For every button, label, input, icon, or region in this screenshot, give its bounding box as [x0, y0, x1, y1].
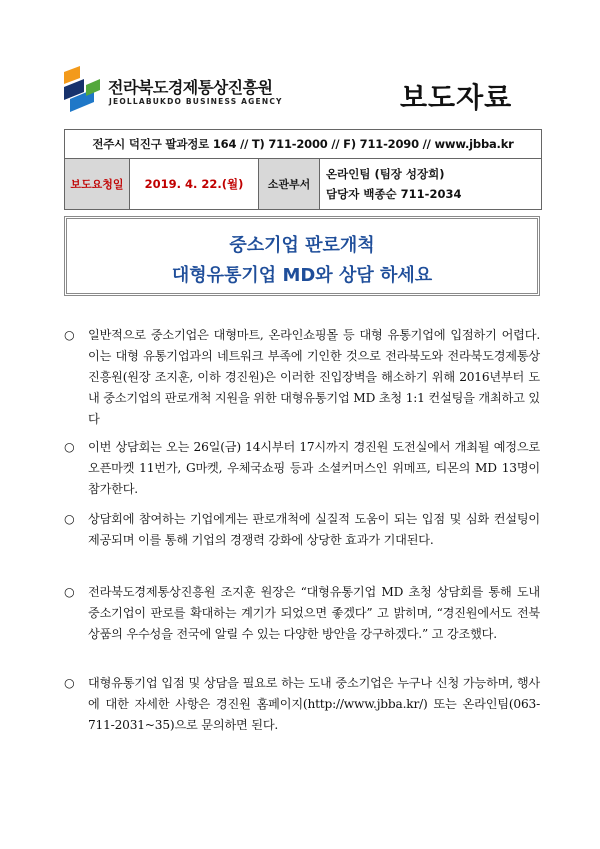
paragraph-text: 대형유통기업 입점 및 상담을 필요로 하는 도내 중소기업은 누구나 신청 가능하며, 행사에 대한 자세한 사항은 경진원 홈페이지(http://www.jbba.kr/) 또는 온라인팀(063-711-2031~35)으로 문의하면 된다. — [88, 676, 540, 732]
org-name: 전라북도경제통상진흥원 — [108, 78, 273, 97]
bullet-circle-icon: ○ — [64, 676, 75, 690]
org-subtitle: JEOLLABUKDO BUSINESS AGENCY — [109, 97, 283, 106]
department-manager: 담당자 백종순 711-2034 — [326, 187, 462, 201]
bullet-circle-icon: ○ — [64, 585, 75, 599]
department-label: 소관부서 — [259, 159, 320, 210]
body-paragraph-2 — [64, 437, 540, 500]
org-logo — [64, 66, 324, 114]
request-date-label: 보도요청일 — [65, 159, 130, 210]
contact-address: 전주시 덕진구 팔과정로 164 // T) 711-2000 // F) 711-2090 // www.jbba.kr — [65, 130, 542, 159]
paragraph-text: 상담회에 참여하는 기업에게는 판로개척에 실질적 도움이 되는 입점 및 심화 컨설팅이 제공되며 이를 통해 기업의 경쟁력 강화에 상당한 효과가 기대된다. — [88, 512, 540, 547]
logo-mark-icon — [64, 66, 104, 114]
paragraph-text: 전라북도경제통상진흥원 조지훈 원장은 “대형유통기업 MD 초청 상담회를 통해 도내 중소기업이 판로를 확대하는 계기가 되었으면 좋겠다” 고 밝히며, “경진원에서도 전북상품의 우수성을 전국에 알릴 수 있는 다양한 방안을 강구하겠다.” 고 강조했다. — [88, 585, 540, 641]
department-team: 온라인팀 (팀장 성장희) — [326, 167, 445, 181]
bullet-circle-icon: ○ — [64, 440, 75, 454]
paragraph-text: 이번 상담회는 오는 26일(금) 14시부터 17시까지 경진원 도전실에서 개최될 예정으로 오픈마켓 11번가, G마켓, 우체국쇼핑 등과 소셜커머스인 위메프, 티몬의 MD 13명이 참가한다. — [88, 440, 540, 496]
bullet-circle-icon: ○ — [64, 328, 75, 342]
request-date: 2019. 4. 22.(월) — [130, 159, 259, 210]
bullet-circle-icon: ○ — [64, 512, 75, 526]
department-contact — [320, 159, 542, 210]
document-type-heading: 보도자료 — [400, 81, 513, 114]
info-table — [64, 129, 542, 210]
body-paragraph-4 — [64, 582, 540, 645]
body-paragraph-5 — [64, 673, 540, 736]
headline-box — [64, 216, 540, 296]
body-paragraph-1 — [64, 325, 540, 430]
paragraph-text: 일반적으로 중소기업은 대형마트, 온라인쇼핑몰 등 대형 유통기업에 입점하기 어렵다. 이는 대형 유통기업과의 네트워크 부족에 기인한 것으로 전라북도와 전라북도경제통상진흥원(원장 조지훈, 이하 경진원)은 이러한 진입장벽을 해소하기 위해 2016년부터 도내 중소기업의 판로개척 지원을 위한 대형유통기업 MD 초청 1:1 컨설팅을 개최하고 있다 — [88, 328, 540, 426]
headline-line-2: 대형유통기업 MD와 상담 하세요 — [171, 265, 433, 286]
body-paragraph-3 — [64, 509, 540, 551]
headline-line-1: 중소기업 판로개척 — [229, 235, 375, 256]
